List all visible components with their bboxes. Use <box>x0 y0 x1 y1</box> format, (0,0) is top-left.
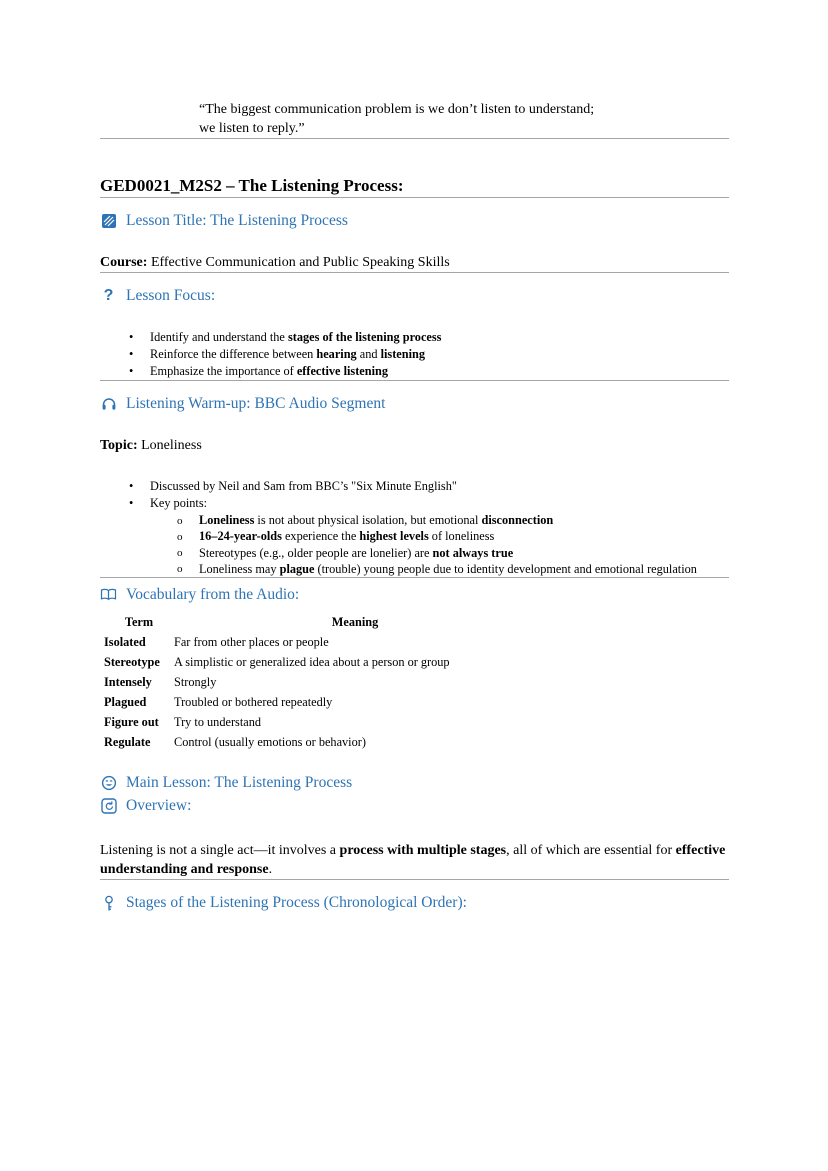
meaning-cell: Far from other places or people <box>174 634 329 649</box>
list-item: • Reinforce the difference between hearing and listening <box>100 346 729 363</box>
opening-quote <box>199 0 729 138</box>
warmup-list <box>100 478 729 577</box>
list-item-label: Key points: <box>150 496 208 510</box>
section-heading-label: Overview: <box>126 797 192 815</box>
section-heading-label: Main Lesson: The Listening Process <box>126 774 353 792</box>
table-row <box>104 632 536 652</box>
meaning-cell: A simplistic or generalized idea about a person or group <box>174 654 450 669</box>
table-header-row <box>104 612 536 632</box>
term-cell: Isolated <box>104 634 146 649</box>
column-header-term: Term <box>124 614 154 629</box>
section-heading-label: Stages of the Listening Process (Chronological Order): <box>126 894 467 912</box>
list-item <box>100 495 729 577</box>
document-title: GED0021_M2S2 – The Listening Process: <box>100 176 404 195</box>
section-heading-label: Vocabulary from the Audio: <box>126 586 300 604</box>
topic-line: Topic: Loneliness <box>100 438 202 453</box>
sub-list-item: o Loneliness may plague (trouble) young people due to identity development and emotional regulation <box>150 561 729 577</box>
sub-list-item: o 16–24-year-olds experience the highest levels of loneliness <box>150 528 729 544</box>
divider <box>100 138 729 139</box>
section-heading-label: Listening Warm-up: BBC Audio Segment <box>126 395 386 412</box>
term-cell: Figure out <box>104 714 159 729</box>
overview-paragraph: Listening is not a single act—it involves a process with multiple stages, all of which are essential for effective understanding and response. <box>100 843 726 877</box>
section-heading-main-lesson <box>100 773 729 793</box>
quote-line: “The biggest communication problem is we don’t listen to understand; <box>199 102 595 117</box>
divider <box>100 879 729 880</box>
divider <box>100 577 729 578</box>
vocabulary-table <box>104 612 536 752</box>
section-heading-overview <box>100 796 729 816</box>
open-book-icon <box>100 587 117 604</box>
list-item: • Identify and understand the stages of the listening process <box>100 329 729 346</box>
section-heading-stages <box>100 893 729 913</box>
section-heading-vocabulary <box>100 585 729 605</box>
sub-list-item: o Loneliness is not about physical isolation, but emotional disconnection <box>150 512 729 528</box>
term-cell: Plagued <box>104 694 147 709</box>
question-mark-icon: ? <box>103 287 114 304</box>
table-row <box>104 712 536 732</box>
loop-arrow-icon <box>100 798 117 815</box>
section-heading-lesson-title <box>100 211 729 231</box>
key-icon <box>100 895 117 912</box>
term-cell: Intensely <box>104 674 152 689</box>
section-heading-lesson-focus <box>100 286 729 306</box>
quote-line: we listen to reply.” <box>199 120 305 136</box>
section-heading-label: Lesson Title: The Listening Process <box>126 212 348 229</box>
list-item: • Discussed by Neil and Sam from BBC’s "Six Minute English" <box>100 478 729 495</box>
meaning-cell: Strongly <box>174 674 217 689</box>
list-item: • Emphasize the importance of effective listening <box>100 363 729 380</box>
term-cell: Stereotype <box>104 654 160 669</box>
laughing-face-icon <box>100 775 117 792</box>
divider <box>100 380 729 381</box>
headphones-icon <box>100 396 117 413</box>
lesson-focus-list <box>100 329 729 380</box>
term-cell: Regulate <box>104 734 151 749</box>
section-heading-warmup <box>100 394 729 414</box>
section-heading-label: Lesson Focus: <box>126 287 216 304</box>
table-row <box>104 652 536 672</box>
divider <box>100 197 729 198</box>
table-row <box>104 672 536 692</box>
table-row <box>104 732 536 752</box>
meaning-cell: Control (usually emotions or behavior) <box>174 734 366 749</box>
meaning-cell: Troubled or bothered repeatedly <box>174 694 333 709</box>
divider <box>100 272 729 273</box>
column-header-meaning: Meaning <box>331 614 379 629</box>
course-line: Course: Effective Communication and Public Speaking Skills <box>100 255 450 270</box>
key-points-sublist <box>150 512 729 577</box>
meaning-cell: Try to understand <box>174 714 261 729</box>
sub-list-item: o Stereotypes (e.g., older people are lonelier) are not always true <box>150 545 729 561</box>
notebook-icon <box>100 213 117 230</box>
table-row <box>104 692 536 712</box>
